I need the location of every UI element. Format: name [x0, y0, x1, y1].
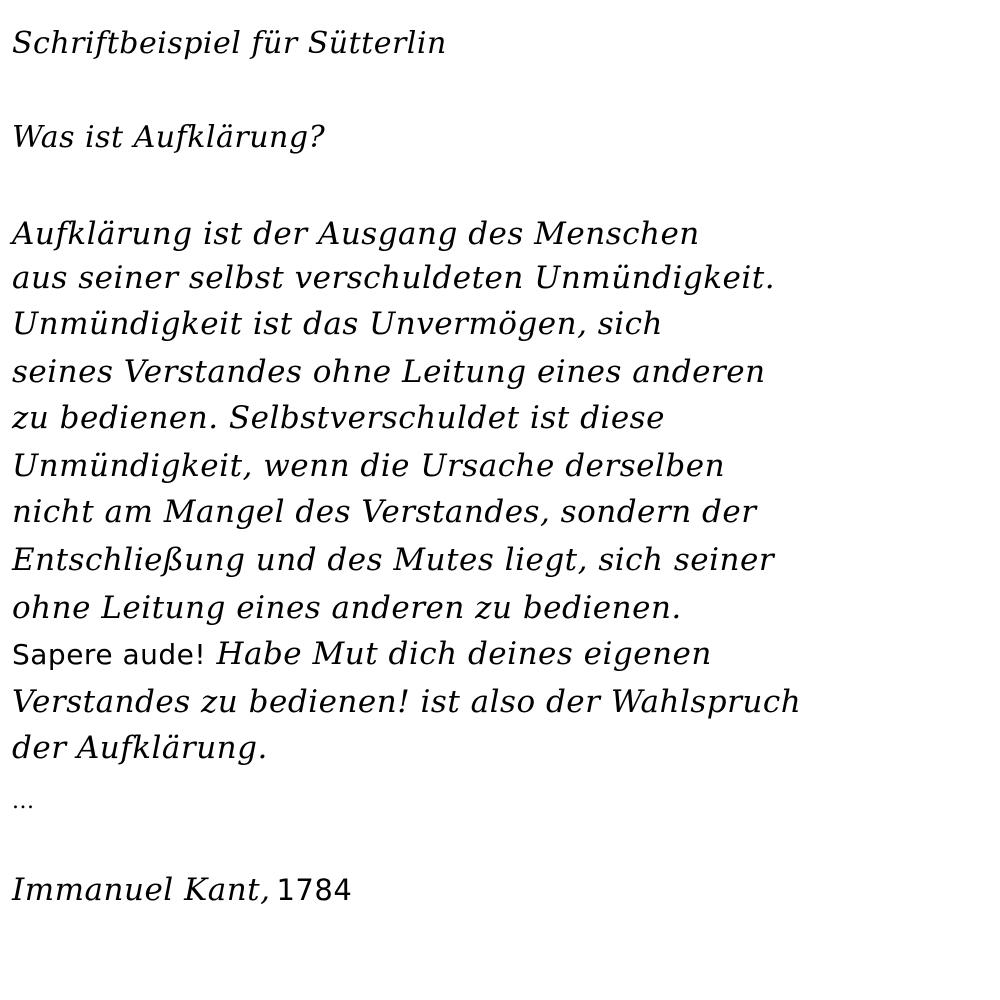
body-line-4: seines Verstandes ohne Leitung eines anderen: [12, 354, 766, 390]
latin-line: [12, 636, 712, 673]
closing-line-2: der Aufklärung.: [12, 730, 268, 766]
latin-line-continuation: Habe Mut dich deines eigenen: [206, 636, 712, 672]
body-line-9: ohne Leitung eines anderen zu bedienen.: [12, 590, 682, 626]
signature-name: Immanuel Kant,: [12, 872, 271, 908]
closing-line-1: Verstandes zu bedienen! ist also der Wahlspruch: [12, 684, 802, 720]
body-line-8: Entschließung und des Mutes liegt, sich seiner: [12, 542, 775, 578]
body-line-2: aus seiner selbst verschuldeten Unmündigkeit.: [12, 260, 776, 296]
body-line-7: nicht am Mangel des Verstandes, sondern der: [12, 494, 757, 530]
document-heading: Was ist Aufklärung?: [12, 120, 326, 155]
latin-phrase: Sapere aude!: [12, 638, 207, 671]
signature-year: 1784: [276, 873, 353, 907]
ellipsis: ...: [12, 789, 35, 814]
signature: [12, 872, 352, 908]
body-line-6: Unmündigkeit, wenn die Ursache derselben: [12, 448, 726, 484]
body-line-3: Unmündigkeit ist das Unvermögen, sich: [12, 306, 663, 342]
body-line-5: zu bedienen. Selbstverschuldet ist diese: [12, 400, 665, 436]
document-title: Schriftbeispiel für Sütterlin: [12, 26, 447, 61]
body-line-1: Aufklärung ist der Ausgang des Menschen: [12, 216, 700, 252]
